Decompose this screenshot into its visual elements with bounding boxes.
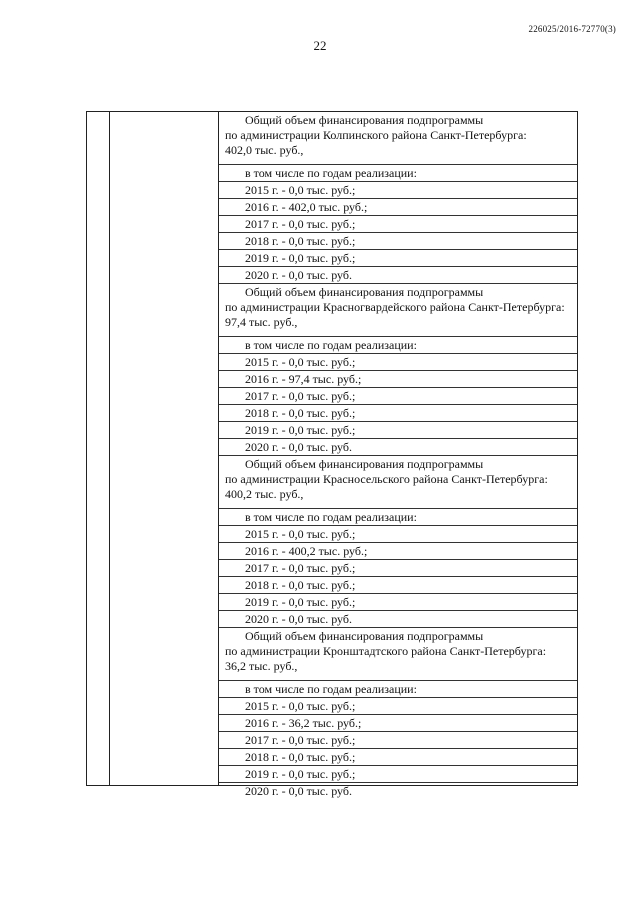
- page-number: 22: [313, 38, 327, 53]
- header-line: Общий объем финансирования подпрограммы: [245, 285, 484, 299]
- year-amount-row: 2020 г. - 0,0 тыс. руб.: [245, 784, 352, 798]
- document-id: 226025/2016-72770(3): [528, 24, 616, 34]
- year-amount-row: 2020 г. - 0,0 тыс. руб.: [219, 267, 577, 284]
- district-financing-header: [219, 112, 577, 165]
- year-amount-row: 2019 г. - 0,0 тыс. руб.;: [219, 250, 577, 267]
- year-amount-row: 2017 г. - 0,0 тыс. руб.;: [219, 388, 577, 405]
- year-amount-row: 2015 г. - 0,0 тыс. руб.;: [219, 698, 577, 715]
- district-financing-header: [219, 628, 577, 681]
- financing-table: [86, 111, 578, 798]
- year-amount-row: 2016 г. - 36,2 тыс. руб.;: [219, 715, 577, 732]
- year-amount-row: 2016 г. - 97,4 тыс. руб.;: [219, 371, 577, 388]
- year-amount-row: 2018 г. - 0,0 тыс. руб.;: [219, 577, 577, 594]
- header-line: 97,4 тыс. руб.,: [225, 315, 298, 329]
- years-intro-row: в том числе по годам реализации:: [219, 509, 577, 526]
- financing-content-column: [219, 112, 577, 800]
- years-intro-row: в том числе по годам реализации:: [219, 337, 577, 354]
- header-line: по администрации Кронштадтского района Санкт-Петербурга:: [225, 644, 547, 658]
- year-amount-row: 2020 г. - 0,0 тыс. руб.: [219, 611, 577, 628]
- header-line: Общий объем финансирования подпрограммы: [245, 113, 484, 127]
- district-financing-header: [219, 456, 577, 509]
- year-amount-row: 2018 г. - 0,0 тыс. руб.;: [219, 749, 577, 766]
- year-amount-row: 2018 г. - 0,0 тыс. руб.;: [219, 233, 577, 250]
- header-line: по администрации Красносельского района Санкт-Петербурга:: [225, 472, 548, 486]
- year-amount-row: 2015 г. - 0,0 тыс. руб.;: [219, 354, 577, 371]
- header-line: по администрации Колпинского района Санкт-Петербурга:: [225, 128, 527, 142]
- year-amount-row: 2015 г. - 0,0 тыс. руб.;: [219, 526, 577, 543]
- header-line: по администрации Красногвардейского района Санкт-Петербурга:: [225, 300, 565, 314]
- year-amount-row: 2017 г. - 0,0 тыс. руб.;: [219, 560, 577, 577]
- year-amount-row: 2019 г. - 0,0 тыс. руб.;: [219, 422, 577, 439]
- years-intro-row: в том числе по годам реализации:: [219, 165, 577, 182]
- header-line: Общий объем финансирования подпрограммы: [245, 457, 484, 471]
- header-line: 400,2 тыс. руб.,: [225, 487, 304, 501]
- years-intro-row: в том числе по годам реализации:: [219, 681, 577, 698]
- header-line: 402,0 тыс. руб.,: [225, 143, 304, 157]
- year-amount-row: 2017 г. - 0,0 тыс. руб.;: [219, 216, 577, 233]
- year-amount-row: 2018 г. - 0,0 тыс. руб.;: [219, 405, 577, 422]
- district-financing-header: [219, 284, 577, 337]
- year-amount-row: 2019 г. - 0,0 тыс. руб.;: [219, 766, 577, 783]
- header-line: 36,2 тыс. руб.,: [225, 659, 298, 673]
- year-amount-row: 2019 г. - 0,0 тыс. руб.;: [219, 594, 577, 611]
- year-amount-row: 2020 г. - 0,0 тыс. руб.: [219, 439, 577, 456]
- year-amount-row: 2017 г. - 0,0 тыс. руб.;: [219, 732, 577, 749]
- year-amount-row: 2016 г. - 402,0 тыс. руб.;: [219, 199, 577, 216]
- table-column-divider: [109, 112, 110, 785]
- year-amount-row: 2016 г. - 400,2 тыс. руб.;: [219, 543, 577, 560]
- header-line: Общий объем финансирования подпрограммы: [245, 629, 484, 643]
- year-amount-row: 2015 г. - 0,0 тыс. руб.;: [219, 182, 577, 199]
